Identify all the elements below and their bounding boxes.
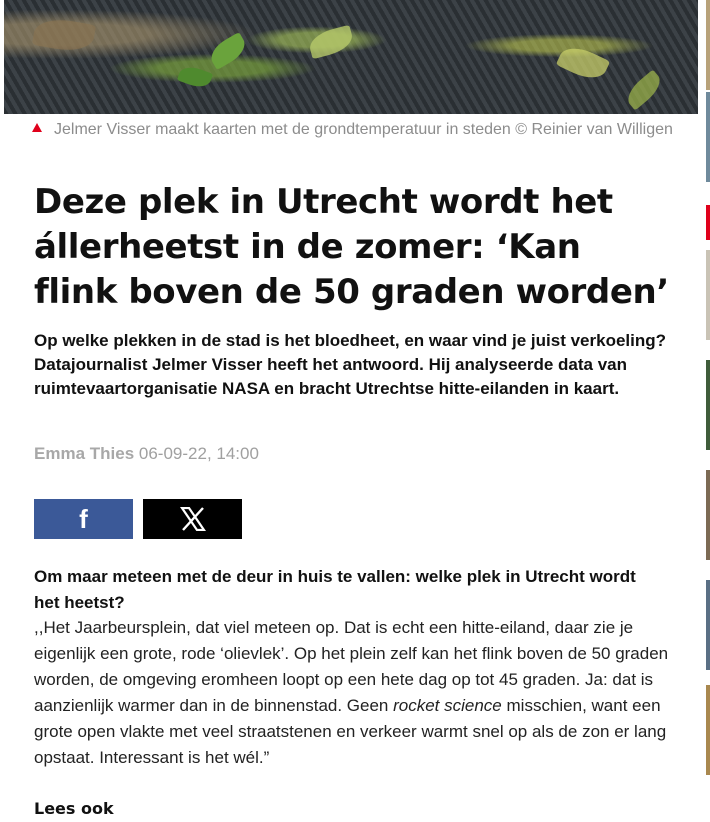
thumbnail[interactable]	[706, 470, 710, 560]
leaf-shape	[177, 63, 213, 91]
leaf-shape	[206, 32, 250, 70]
interview-answer	[34, 615, 674, 771]
image-caption	[34, 120, 694, 140]
thumbnail[interactable]	[706, 205, 710, 240]
answer-text-part: ,,Het Jaarbeursplein, dat viel meteen op. Dat is echt een hitte-eiland, daar zie je eigenlijk een grote, rode ‘olievlek’. Op het plein zelf kan het flink boven de 50 graden worden, de omgeving eromheen loopt op een hete dag op tot 45 graden. Ja: dat is aanzienlijk warmer dan in de binnenstad. Geen	[34, 618, 669, 715]
leaf-shape	[556, 41, 610, 85]
red-triangle-icon	[32, 123, 42, 132]
leaf-shape	[32, 15, 96, 55]
read-also-heading: Lees ook	[34, 799, 114, 818]
thumbnail[interactable]	[706, 92, 710, 182]
interview-question: Om maar meteen met de deur in huis te vallen: welke plek in Utrecht wordt het heetst?	[34, 567, 636, 612]
leaf-shape	[622, 69, 665, 110]
thumbnail[interactable]	[706, 250, 710, 340]
article-hero-image	[4, 0, 698, 114]
answer-emphasis: rocket science	[393, 696, 502, 715]
publish-date: 06-09-22, 14:00	[138, 444, 259, 463]
thumbnail[interactable]	[706, 0, 710, 90]
x-icon	[180, 507, 206, 531]
thumbnail[interactable]	[706, 580, 710, 670]
leaf-shape	[307, 25, 356, 60]
article-intro: Op welke plekken in de stad is het bloedheet, en waar vind je juist verkoeling? Datajournalist Jelmer Visser heeft het antwoord. Hij analyseerde data van ruimtevaartorganisatie NASA en bracht Utrechtse hitte-eilanden in kaart.	[34, 331, 667, 398]
thumbnail[interactable]	[706, 360, 710, 450]
article-headline: Deze plek in Utrecht wordt het állerheetst in de zomer: ‘Kan flink boven de 50 graden worden’	[34, 182, 669, 312]
image-caption-text: Jelmer Visser maakt kaarten met de grondtemperatuur in steden © Reinier van Willigen	[54, 121, 673, 138]
byline	[34, 444, 259, 464]
facebook-icon: f	[79, 504, 88, 534]
share-facebook-button[interactable]	[34, 499, 133, 539]
thumbnail[interactable]	[706, 685, 710, 775]
right-thumbnail-strip	[706, 0, 710, 822]
answer-text-part: misschien, want een grote open vlakte met veel straatstenen en verkeer warmt snel op als de zon er lang opstaat. Interessant is het wél.”	[34, 696, 667, 767]
share-x-button[interactable]	[143, 499, 242, 539]
author-name[interactable]: Emma Thies	[34, 444, 135, 463]
